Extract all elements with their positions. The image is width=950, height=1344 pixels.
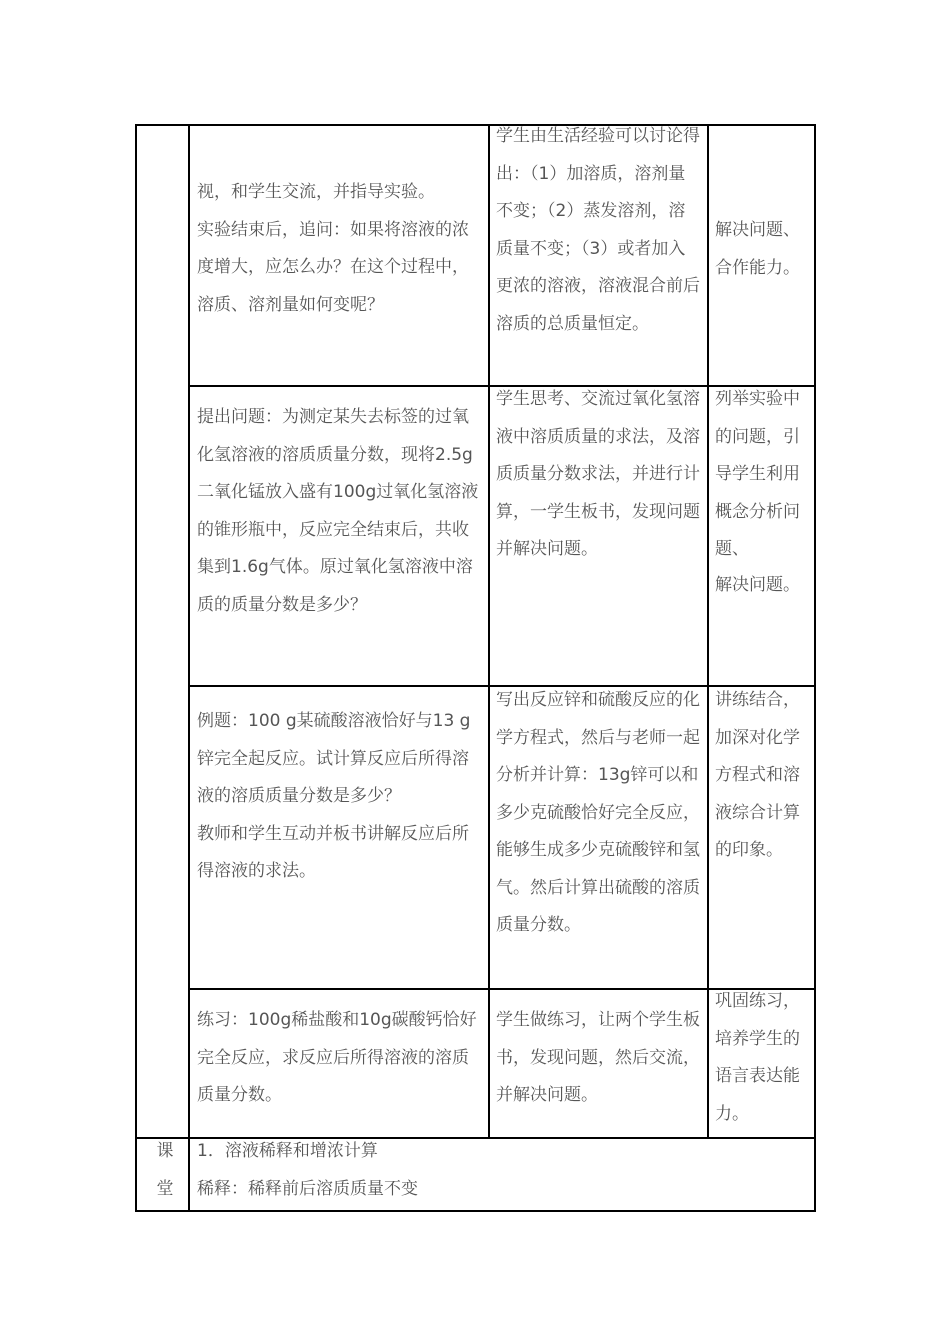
teacher-activity-text: 提出问题：为测定某失去标签的过氧化氢溶液的溶质质量分数，现将2.5g二氧化锰放入盛有100g过氧化氢溶液的锥形瓶中，反应完全结束后，共收集到1.6g气体。原过氧化氢溶液中溶质的质量分数是多少？	[197, 407, 479, 615]
teacher-activity-text: 实验结束后，追问：如果将溶液的浓度增大，应怎么办？在这个过程中，溶质、溶剂量如何变呢？	[197, 219, 469, 315]
student-activity-cell	[496, 118, 702, 343]
student-activity-text: 学生由生活经验可以讨论得出：（1）加溶质，溶剂量不变；（2）蒸发溶剂，溶质量不变；（3）或者加入更浓的溶液，溶液混合前后溶质的总质量恒定。	[496, 126, 700, 334]
design-intent-text: 巩固练习，培养学生的语言表达能力。	[715, 991, 800, 1124]
design-intent-cell	[715, 682, 811, 870]
teacher-activity-cell	[197, 174, 484, 324]
teacher-activity-cell	[197, 703, 484, 891]
section-label-char: 课	[156, 1141, 174, 1161]
student-activity-cell	[496, 682, 702, 945]
table-divider	[488, 124, 490, 1138]
table-divider	[188, 124, 190, 1212]
teacher-activity-text: 练习：100g稀盐酸和10g碳酸钙恰好完全反应，求反应后所得溶液的溶质质量分数。	[197, 1010, 477, 1105]
table-divider	[707, 124, 709, 1138]
summary-line: 稀释：稀释前后溶质质量不变	[197, 1178, 418, 1199]
teacher-activity-cell	[197, 399, 484, 624]
student-activity-cell	[496, 1002, 702, 1115]
section-label-cell	[150, 1133, 180, 1208]
design-intent-text: 讲练结合，加深对化学方程式和溶液综合计算的印象。	[715, 690, 800, 860]
student-activity-cell	[496, 381, 702, 569]
design-intent-cell	[715, 983, 811, 1133]
section-label-char: 堂	[156, 1178, 174, 1199]
teacher-activity-cell	[197, 1002, 484, 1115]
student-activity-text: 学生思考、交流过氧化氢溶液中溶质质量的求法，及溶质质量分数求法，并进行计算，一学生板书，发现问题并解决问题。	[496, 389, 700, 559]
design-intent-text: 列举实验中的问题，引导学生利用概念分析问题、	[715, 389, 800, 559]
teacher-activity-text: 教师和学生互动并板书讲解反应后所得溶液的求法。	[197, 823, 469, 881]
summary-line: 1．溶液稀释和增浓计算	[197, 1141, 378, 1161]
design-intent-cell	[715, 381, 811, 604]
summary-cell	[197, 1133, 807, 1208]
student-activity-text: 学生做练习，让两个学生板书，发现问题，然后交流，并解决问题。	[496, 1010, 700, 1105]
design-intent-text: 解决问题。	[715, 574, 800, 595]
teacher-activity-text: 视，和学生交流，并指导实验。	[197, 182, 435, 202]
teacher-activity-text: 例题：100 g某硫酸溶液恰好与13 g锌完全起反应。试计算反应后所得溶液的溶质质量分数是多少？	[197, 711, 471, 806]
design-intent-text: 解决问题、合作能力。	[715, 220, 800, 278]
student-activity-text: 写出反应锌和硫酸反应的化学方程式，然后与老师一起分析并计算：13g锌可以和多少克硫酸恰好完全反应，能够生成多少克硫酸锌和氢气。然后计算出硫酸的溶质质量分数。	[496, 690, 700, 935]
design-intent-cell	[715, 212, 811, 287]
